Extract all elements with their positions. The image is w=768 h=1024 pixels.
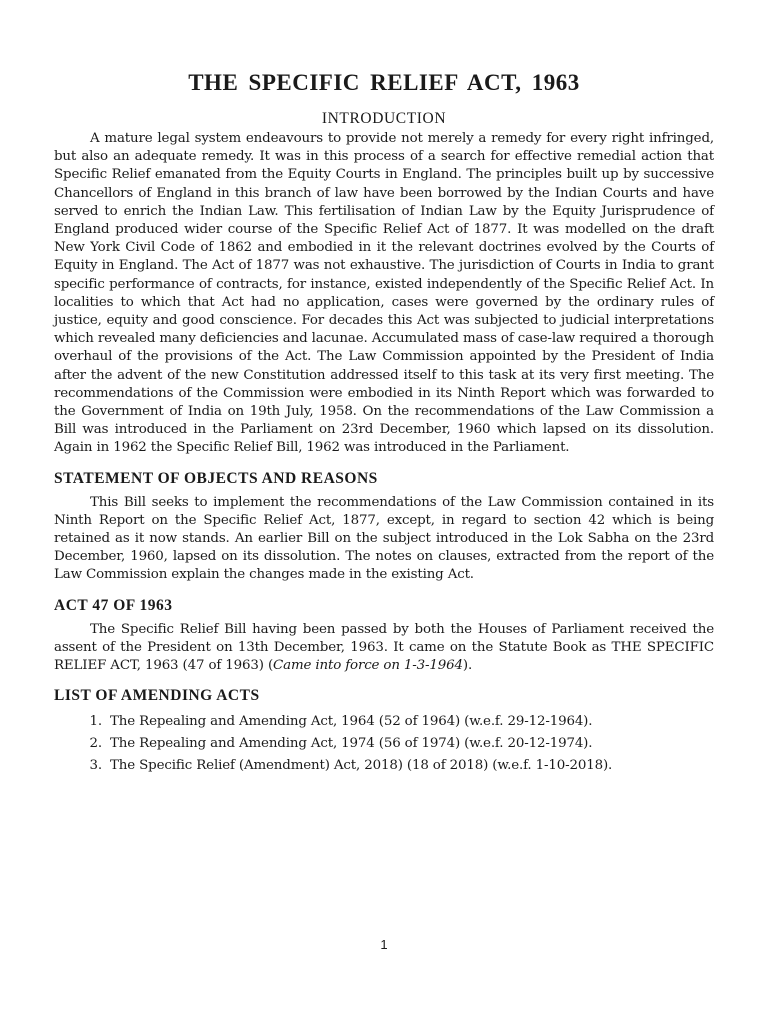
list-item-number: 1. [89, 714, 102, 730]
amending-acts-heading: LIST OF AMENDING ACTS [54, 687, 260, 705]
amending-acts-list [54, 711, 714, 777]
introduction-heading: INTRODUCTION [321, 110, 447, 127]
list-item-number: 3. [89, 758, 102, 774]
act-paragraph [54, 621, 714, 676]
objects-paragraph: This Bill seeks to implement the recommendations of the Law Commission contained in its Ninth Report on the Specific Relief Act, 1877, except, in regard to section 42 which is being retained as it now stands. An earlier Bill on the subject introduced in the Lok Sabha on the 23rd December, 1960, lapsed on its dissolution. The notes on clauses, extracted from the report of the Law Commission explain the changes made in the existing Act. [54, 494, 714, 583]
act-heading: ACT 47 OF 1963 [54, 596, 173, 614]
list-item-text: The Specific Relief (Amendment) Act, 2018) (18 of 2018) (w.e.f. 1-10-2018). [110, 758, 613, 774]
introduction-paragraph: A mature legal system endeavours to provide not merely a remedy for every right infringed, but also an adequate remedy. It was in this process of a search for effective remedial action that Specific Relief emanated from the Equity Courts in England. The principles built up by successive Chancellors of England in this branch of law have been borrowed by the Indian Courts and have served to enrich the Indian Law. This fertilisation of Indian Law by the Equity Jurisprudence of England produced wider course of the Specific Relief Act of 1877. It was modelled on the draft New York Civil Code of 1862 and embodied in it the relevant doctrines evolved by the Courts of Equity in England. The Act of 1877 was not exhaustive. The jurisdiction of Courts in India to grant specific performance of contracts, for instance, existed independently of the Specific Relief Act. In localities to which that Act had no application, cases were governed by the ordinary rules of justice, equity and good conscience. For decades this Act was subjected to judicial interpretations which revealed many deficiencies and lacunae. Accumulated mass of case-law required a thorough overhaul of the provisions of the Act. The Law Commission appointed by the President of India after the advent of the new Constitution addressed itself to this task at its very first meeting. The recommendations of the Commission were embodied in its Ninth Report which was forwarded to the Government of India on 19th July, 1958. On the recommendations of the Law Commission a Bill was introduced in the Parliament on 23rd December, 1960 which lapsed on its dissolution. Again in 1962 the Specific Relief Bill, 1962 was introduced in the Parliament. [54, 131, 714, 456]
document-title: THE SPECIFIC RELIEF ACT, 1963 [188, 70, 580, 95]
list-item [54, 755, 714, 777]
list-item [54, 711, 714, 733]
list-item-number: 2. [89, 736, 102, 752]
page-number: 1 [380, 937, 388, 952]
list-item [54, 733, 714, 755]
list-item-text: The Repealing and Amending Act, 1974 (56 of 1974) (w.e.f. 20-12-1974). [110, 736, 593, 752]
list-item-text: The Repealing and Amending Act, 1964 (52 of 1964) (w.e.f. 29-12-1964). [110, 714, 593, 730]
act-commencement: Came into force on 1-3-1964 [273, 658, 463, 674]
objects-heading: STATEMENT OF OBJECTS AND REASONS [54, 469, 378, 487]
act-text-end: ). [462, 658, 473, 674]
act-text: The Specific Relief Bill having been passed by both the Houses of Parliament received the assent of the President on 13th December, 1963. It came on the Statute Book as THE SPECIFIC RELIEF ACT, 1963 (47 of 1963) ( [54, 621, 714, 674]
document-page [54, 68, 714, 777]
